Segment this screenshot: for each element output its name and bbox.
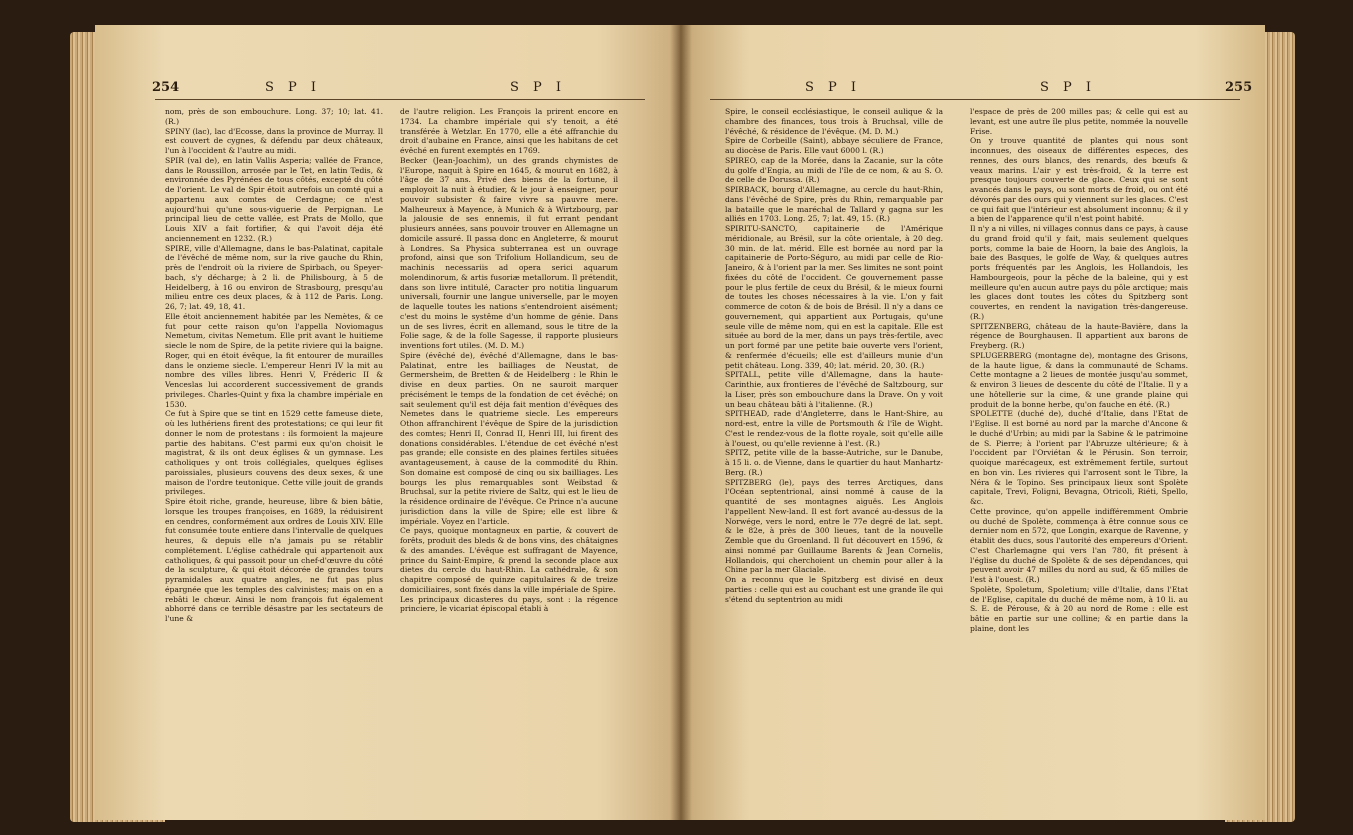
entry: nom, près de son embouchure. Long. 37; 10; lat. 41. (R.) xyxy=(165,107,383,126)
entry: SPIRITU-SANCTO, capitainerie de l'Amérique méridionale, au Brésil, sur la côte orientale, à 20 deg. 30 min. de lat. mérid. Elle est bornée au nord par la capitainerie de Porto-Séguro, au midi par celle de Rio-Janeiro, & à l'orient par la mer. Ses limites ne sont point fixées du côté de l'occident. Ce gouvernement passe pour le plus fertile de ceux du Brésil, & le mieux fourni de toutes les choses nécessaires à la vie. L'on y fait commerce de coton & de bois de Brésil. Il n'y a dans ce gouvernement, qui appartient aux Portugais, qu'une seule ville de même nom, qui en est la capitale. Elle est située au bord de la mer, dans un pays très-fertile, avec un port formé par une petite baie ouverte vers l'orient, & renfermée d'écueils; elle est d'ailleurs munie d'un petit château. Long. 339, 40; lat. mérid. 20, 30. (R.) xyxy=(725,224,943,370)
left-page xyxy=(95,25,685,820)
entry: Spolète, Spoletum, Spoletium; ville d'Italie, dans l'Etat de l'Eglise, capitale du duché de même nom, à 10 li. au S. E. de Pérouse, & à 20 au nord de Rome : elle est bâtie en partie sur une colline; & en partie dans la plaine, dont les xyxy=(970,584,1188,633)
right-header-rule xyxy=(710,99,1240,100)
entry: Les principaux dicasteres du pays, sont : la régence princiere, le vicariat épiscopal établi à xyxy=(400,594,618,614)
right-page-header xyxy=(680,80,1265,106)
entry: SPIRE, ville d'Allemagne, dans le bas-Palatinat, capitale de l'évêché de même nom, sur la rive gauche du Rhin, près de l'endroit où la riviere de Spirbach, ou Speyer-bach, s'y décharge; à 2 li. de Philisbourg, à 5 de Heidelberg, à 16 ou environ de Strasbourg, presqu'au milieu entre ces deux places, & à 112 de Paris. Long. 26, 7; lat. 49, 18, 41. xyxy=(165,243,383,311)
entry: de l'autre religion. Les François la prirent encore en 1734. La chambre impériale qui s'y tenoit, a été transférée à Wetzlar. En 1770, elle a été affranchie du droit d'aubaine en France, ainsi que les habitans de cet évêché en furent exemptés en 1769. xyxy=(400,107,618,155)
entry: Il n'y a ni villes, ni villages connus dans ce pays, à cause du grand froid qu'il y fait, mais seulement quelques ports, comme la baie de Hoorn, la baie des Anglois, la baie des Basques, le golfe de Way, & quelques autres ports fréquentés par les Anglois, les Hollandois, les Hambourgeois, pour la pêche de la baleine, qui y est meilleure qu'en aucun autre pays du pôle arctique; mais les glaces dont toutes les côtes du Spitzberg sont couvertes, en rendent la navigation très-dangereuse. (R.) xyxy=(970,224,1188,321)
entry: Spire de Corbeille (Saint), abbaye séculiere de France, au diocèse de Paris. Elle vaut 6000 l. (R.) xyxy=(725,136,943,155)
right-running-head-2: S P I xyxy=(1040,80,1097,95)
left-page-header xyxy=(95,80,685,106)
entry: Cette province, qu'on appelle indifféremment Ombrie ou duché de Spolète, commença à être connue sous ce dernier nom en 572, que Longin, exarque de Ravenne, y établit des ducs, sous l'autorité des empereurs d'Orient. C'est Charlemagne qui vers l'an 780, fit présent à l'église du duché de Spolète & de ses dépendances, qui peuvent avoir 47 milles du nord au sud, & 65 milles de l'est à l'ouest. (R.) xyxy=(970,506,1188,584)
entry: SPIREO, cap de la Morée, dans la Zacanie, sur la côte du golfe d'Engia, au midi de l'île de ce nom, & au S. O. de celle de Dorussa. (R.) xyxy=(725,155,943,185)
right-running-head-1: S P I xyxy=(805,80,862,95)
entry: SPIR (val de), en latin Vallis Asperia; vallée de France, dans le Roussillon, arrosée par le Tet, en latin Tedis, & environnée des Pyrénées de tous côtés, excepté du côté de l'orient. Le val de Spir étoit autrefois un comté qui a appartenu aux comtes de Cerdagne; ce n'est aujourd'hui qu'une sous-viguerie de Perpignan. Le principal lieu de cette vallée, est Prats de Mollo, que Louis XIV a fait fortifier, & qui l'avoit déja été anciennement en 1232. (R.) xyxy=(165,155,383,243)
left-running-head-1: S P I xyxy=(265,80,322,95)
entry: Spire, le conseil ecclésiastique, le conseil aulique & la chambre des finances, tous trois à Bruchsal, ville de l'évêché, & résidence de l'évêque. (M. D. M.) xyxy=(725,107,943,136)
entry: SPITALL, petite ville d'Allemagne, dans la haute-Carinthie, aux frontieres de l'évêché de Saltzbourg, sur la Liser, près son embouchure dans la Drave. On y voit un beau château bâti à l'italienne. (R.) xyxy=(725,370,943,409)
entry: SPITZ, petite ville de la basse-Autriche, sur le Danube, à 15 li. o. de Vienne, dans le quartier du haut Manhartz-Berg. (R.) xyxy=(725,448,943,477)
left-page-number: 254 xyxy=(152,80,180,95)
entry: Ce pays, quoique montagneux en partie, & couvert de forêts, produit des bleds & de bons vins, des châtaignes & des amandes. L'évêque est suffragant de Mayence, prince du Saint-Empire, & prend la seconde place aux dietes du cercle du haut-Rhin. La cathédrale, & son chapitre composé de quinze capitulaires & de treize domiciliaires, sont fixés dans la ville impériale de Spire. xyxy=(400,526,618,594)
entry: SPITZENBERG, château de la haute-Bavière, dans la régence de Bourghausen. Il appartient aux barons de Freyberg. (R.) xyxy=(970,321,1188,350)
entry: Elle étoit anciennement habitée par les Nemètes, & ce fut pour cette raison qu'on l'appella Noviomagus Nemetum, civitas Nemetum. Elle prit avant le huitieme siecle le nom de Spire, de la petite riviere qui la baigne. Roger, qui en étoit évêque, la fit entourer de murailles dans le onzieme siecle. L'empereur Henri IV la mit au nombre des villes libres. Henri V, Fréderic II & Venceslas lui accorderent successivement de grands privileges. Charles-Quint y fixa la chambre impériale en 1530. xyxy=(165,311,383,409)
right-column-2 xyxy=(970,107,1188,797)
entry: SPOLETTE (duché de), duché d'Italie, dans l'Etat de l'Eglise. Il est borné au nord par la marche d'Ancone & le duché d'Urbin; au midi par la Sabine & le patrimoine de S. Pierre; à l'orient par l'Abruzze ultérieure; & à l'occident par l'Orviétan & le Pérusin. Son terroir, quoique marécageux, est extrêmement fertile, surtout en bon vin. Les rivieres qui l'arrosent sont le Tibre, la Néra & le Topino. Ses principaux lieux sont Spolète capitale, Trevi, Foligni, Bevagna, Otricoli, Riéti, Spello, &c. xyxy=(970,409,1188,506)
entry: Ce fut à Spire que se tint en 1529 cette fameuse diete, où les luthériens firent des protestations; ce qui leur fit donner le nom de protestans : ils formoient la majeure partie des habitans. C'est parmi eux qu'on choisit le magistrat, & ils ont deux églises & un gymnase. Les catholiques y ont trois collégiales, quelques églises paroissiales, plusieurs couvens des deux sexes, & une maison de l'ordre teutonique. Cette ville jouit de grands privileges. xyxy=(165,409,383,497)
entry: SPITZBERG (le), pays des terres Arctiques, dans l'Océan septentrional, ainsi nommé à cause de la quantité de ses montagnes aiguës. Les Anglois l'appellent New-land. Il est fort avancé au-dessus de la Norwége, vers le nord, entre le 77e degré de lat. sept. & le 82e, à près de 300 lieues, tant de la nouvelle Zemble que du Groenland. Il fut découvert en 1596, & ainsi nommé par Guillaume Barents & Jean Cornelis, Hollandois, qui cherchoient un chemin pour aller à la Chine par la mer Glaciale. xyxy=(725,477,943,575)
left-running-head-2: S P I xyxy=(510,80,567,95)
entry: On a reconnu que le Spitzberg est divisé en deux parties : celle qui est au couchant est une grande île qui s'étend du septentrion au midi xyxy=(725,575,943,604)
left-column-1 xyxy=(165,107,383,797)
entry: Spire (évêché de), évêché d'Allemagne, dans le bas-Palatinat, entre les bailliages de Neustat, de Germersheim, de Bretten & de Heidelberg : le Rhin le divise en deux parties. On ne sauroit marquer précisément le temps de la fondation de cet évêché; on sait seulement qu'il est déja fait mention d'évêques des Nemetes dans le quatrieme siecle. Les empereurs Othon affranchirent l'évêque de Spire de la jurisdiction des comtes; Henri II, Conrad II, Henri III, lui firent des donations considérables. L'étendue de cet évêché n'est pas grande; elle consiste en des plaines fertiles situées avantageusement, à cause de la commodité du Rhin. Son domaine est composé de cinq ou six bailliages. Les bourgs les plus remarquables sont Weibstad & Bruchsal, sur la petite riviere de Saltz, qui est le lieu de la résidence ordinaire de l'évêque. Ce Prince n'a aucune jurisdiction dans la ville de Spire; elle est libre & impériale. Voyez en l'article. xyxy=(400,350,618,526)
right-column-1 xyxy=(725,107,943,797)
book-gutter xyxy=(670,25,692,820)
entry: Spire étoit riche, grande, heureuse, libre & bien bâtie, lorsque les troupes françoises, en 1689, la réduisirent en cendres, conformément aux ordres de Louis XIV. Elle fut consumée toute entiere dans l'intervalle de quelques heures, & depuis elle n'a jamais pu se rétablir complétement. L'église cathédrale qui appartenoit aux catholiques, & qui passoit pour un chef-d'œuvre du côté de la sculpture, & qui étoit décorée de grandes tours pyramidales aux quatre angles, ne fut pas plus épargnée que les temples des calvinistes; mais on en a rebâti le chœur. Ainsi le nom françois fut également abhorré dans ce terrible désastre par les sectateurs de l'une & xyxy=(165,497,383,623)
entry: SPINY (lac), lac d'Ecosse, dans la province de Murray. Il est couvert de cygnes, & défendu par deux châteaux, l'un à l'occident & l'autre au midi. xyxy=(165,126,383,155)
entry: SPIRBACK, bourg d'Allemagne, au cercle du haut-Rhin, dans l'évêché de Spire, près du Rhin, remarquable par la bataille que le maréchal de Tallard y gagna sur les alliés en 1703. Long. 25, 7; lat. 49, 15. (R.) xyxy=(725,185,943,224)
left-header-rule xyxy=(155,99,645,100)
entry: SPLUGERBERG (montagne de), montagne des Grisons, de la haute ligue, & dans la communauté de Schams. Cette montagne a 2 lieues de montée jusqu'au sommet, & environ 3 lieues de descente du côté de l'Italie. Il y a une hôtellerie sur la cime, & une grande plaine qui produit de la bonne herbe, qu'on fauche en été. (R.) xyxy=(970,350,1188,409)
entry: On y trouve quantité de plantes qui nous sont inconnues, des oiseaux de différentes especes, des rennes, des ours blancs, des renards, des bœufs & veaux marins. L'air y est très-froid, & la terre est presque toujours couverte de glace. Ceux qui se sont avancés dans le pays, ou sont morts de froid, ou ont été dévorés par des ours qui y viennent sur les glaces. C'est ce qui fait que l'intérieur est absolument inconnu; & il y a bien de l'apparence qu'il n'est point habité. xyxy=(970,136,1188,224)
entry: l'espace de près de 200 milles pas; & celle qui est au levant, est une autre île plus petite, nommée la nouvelle Frise. xyxy=(970,107,1188,136)
entry: SPITHEAD, rade d'Angleterre, dans le Hant-Shire, au nord-est, entre la ville de Portsmouth & l'île de Wight. C'est le rendez-vous de la flotte royale, soit qu'elle aille à l'ouest, ou qu'elle revienne à l'est. (R.) xyxy=(725,409,943,448)
entry: Becker (Jean-Joachim), un des grands chymistes de l'Europe, naquit à Spire en 1645, & mourut en 1682, à l'âge de 37 ans. Privé des biens de la fortune, il employoit la nuit à étudier, & le jour à enseigner, pour pouvoir subsister & faire vivre sa pauvre mere. Malheureux à Mayence, à Munich & à Wirtzbourg, par la jalousie de ses ennemis, il fut errant pendant plusieurs années, sans pouvoir trouver en Allemagne un domicile assuré. Il passa donc en Angleterre, & mourut à Londres. Sa Physica subterranea est un ouvrage profond, ainsi que son Trifolium Hollandicum, seu de machinis necessariis ad opera serici aquarum molendinorum, & artis fusoriæ metallorum. Il prétendit, dans son livre intitulé, Caracter pro notitia linguarum universali, fournir une langue universelle, par le moyen de laquelle toutes les nations s'entendroient aisément; c'est du moins le systême d'un homme de génie. Dans un de ses livres, écrit en allemand, sous le titre de la Folie sage, & de la folle Sagesse, il rapporte plusieurs inventions fort utiles. (M. D. M.) xyxy=(400,155,618,350)
right-page-number: 255 xyxy=(1225,80,1253,95)
right-page xyxy=(680,25,1265,820)
left-column-2 xyxy=(400,107,618,797)
open-book xyxy=(70,10,1295,825)
